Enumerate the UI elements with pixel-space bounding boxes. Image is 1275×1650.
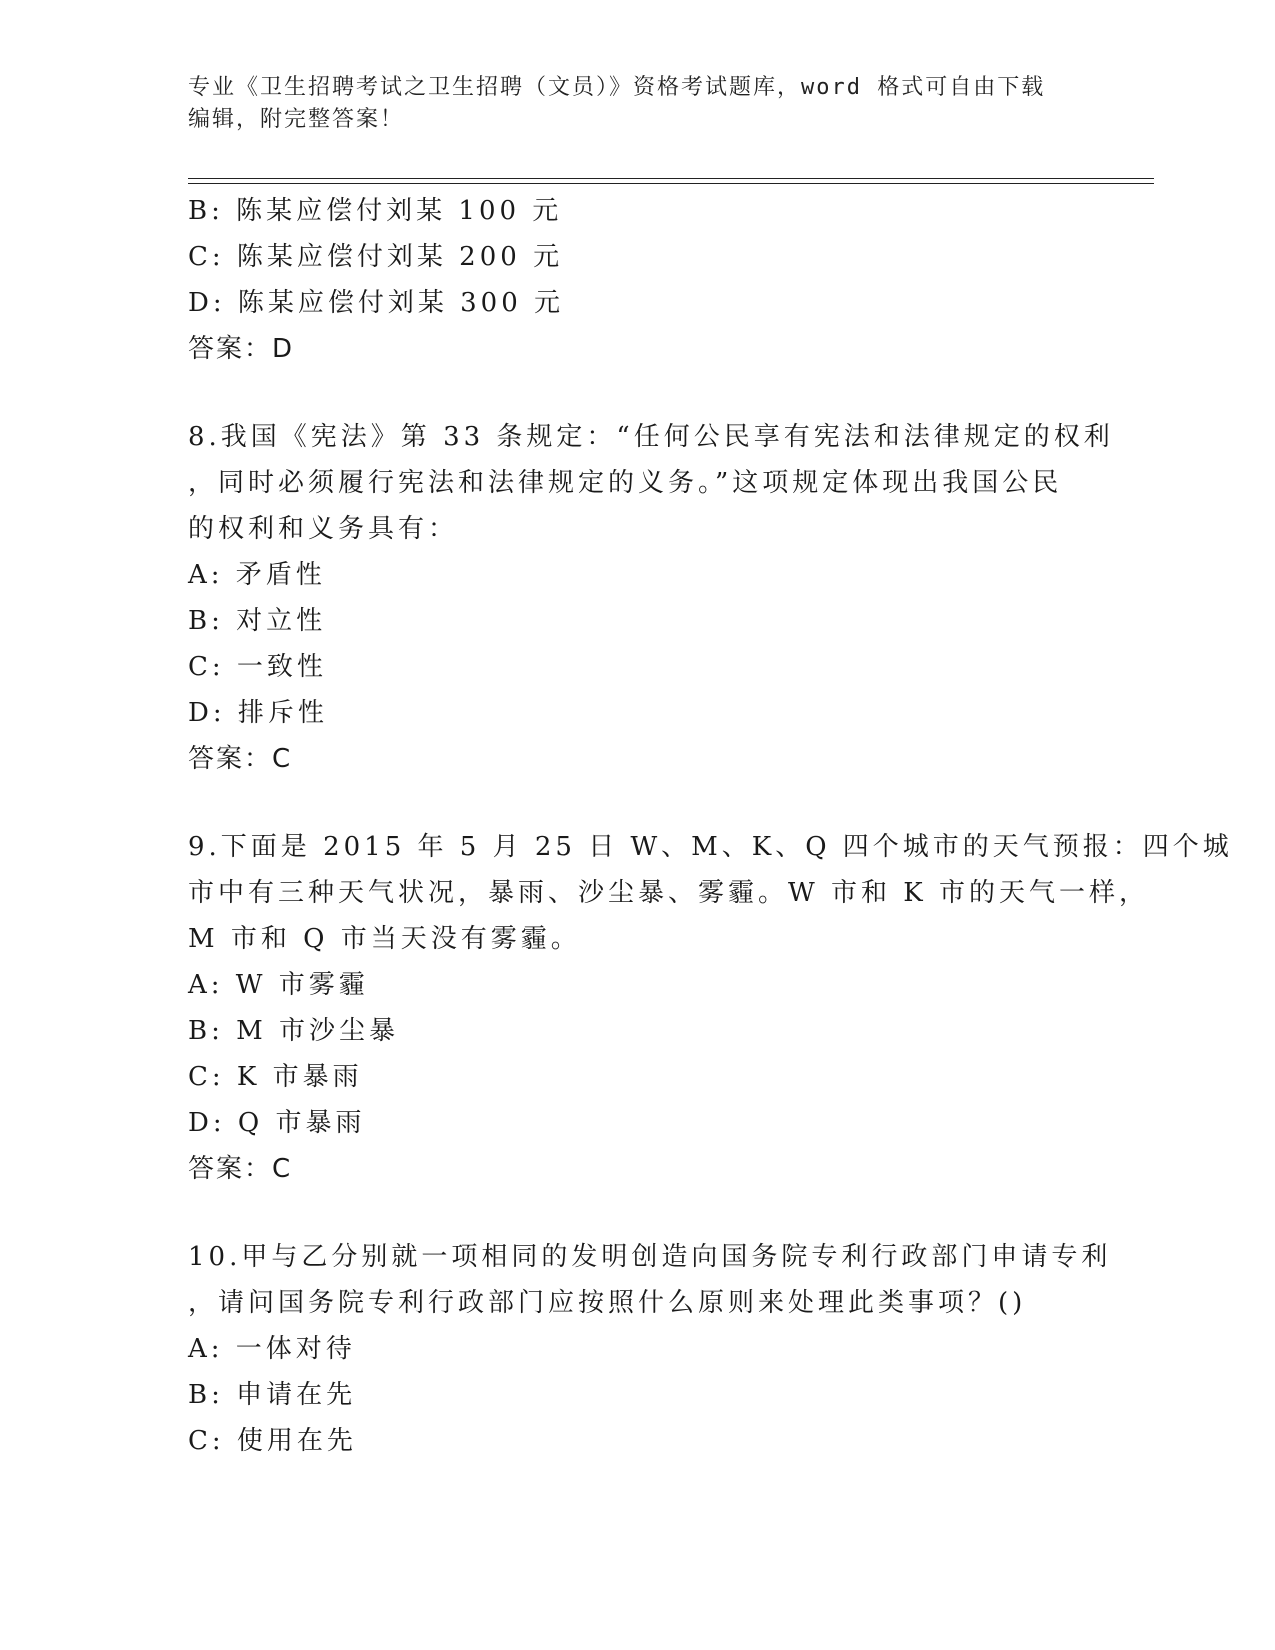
question-8 [188, 414, 1114, 782]
header-line-1: 专业《卫生招聘考试之卫生招聘（文员）》资格考试题库，word 格式可自由下载 [188, 75, 1046, 100]
question-stem-line: M 市和 Q 市当天没有雾霾。 [188, 924, 581, 954]
option-a: A: 一体对待 [188, 1334, 356, 1364]
question-list [188, 188, 1233, 1464]
header-line-2: 编辑，附完整答案！ [188, 107, 405, 132]
question-7 [188, 188, 1088, 372]
option-b: B: M 市沙尘暴 [188, 1016, 400, 1046]
option-c: C: K 市暴雨 [188, 1062, 363, 1092]
option-a: A: 矛盾性 [188, 560, 326, 590]
question-stem-line: 8.我国《宪法》第 33 条规定：“任何公民享有宪法和法律规定的权利 [188, 422, 1114, 452]
header-rule-bottom [188, 183, 1154, 184]
option-d: D: Q 市暴雨 [188, 1108, 366, 1138]
answer: 答案：C [188, 744, 293, 774]
option-b: B: 陈某应偿付刘某 100 元 [188, 196, 563, 226]
option-a: A: W 市雾霾 [188, 970, 369, 1000]
question-stem-line: 10.甲与乙分别就一项相同的发明创造向国务院专利行政部门申请专利 [188, 1242, 1112, 1272]
question-stem-line: ，请问国务院专利行政部门应按照什么原则来处理此类事项？() [188, 1288, 1027, 1318]
option-b: B: 对立性 [188, 606, 327, 636]
question-stem-line: ，同时必须履行宪法和法律规定的义务。”这项规定体现出我国公民 [188, 468, 1063, 498]
option-c: C: 使用在先 [188, 1426, 357, 1456]
question-stem-line: 的权利和义务具有： [188, 514, 459, 544]
question-9 [188, 824, 1233, 1192]
option-d: D: 排斥性 [188, 698, 328, 728]
option-b: B: 申请在先 [188, 1380, 357, 1410]
option-c: C: 陈某应偿付刘某 200 元 [188, 242, 564, 272]
question-10 [188, 1234, 1112, 1464]
document-header [188, 72, 1068, 136]
question-stem-line: 市中有三种天气状况，暴雨、沙尘暴、雾霾。W 市和 K 市的天气一样， [188, 878, 1149, 908]
option-d: D: 陈某应偿付刘某 300 元 [188, 288, 565, 318]
header-rule-top [188, 178, 1154, 179]
option-c: C: 一致性 [188, 652, 327, 682]
question-stem-line: 9.下面是 2015 年 5 月 25 日 W、M、K、Q 四个城市的天气预报：四个城 [188, 832, 1233, 862]
answer: 答案：C [188, 1154, 293, 1184]
answer: 答案：D [188, 334, 295, 364]
